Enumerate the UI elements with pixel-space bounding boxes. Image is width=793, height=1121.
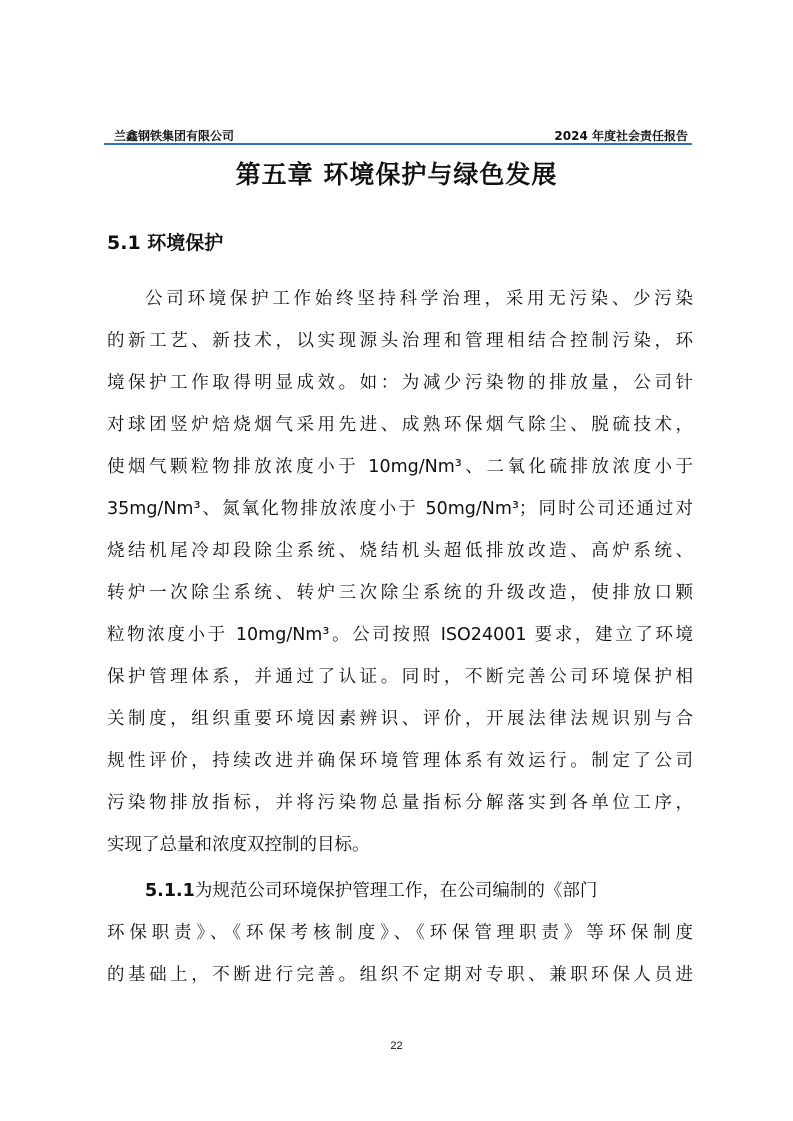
paragraph-first-line-text: 为规范公司环境保护管理工作，在公司编制的《部门 xyxy=(194,881,598,901)
header-company-name: 兰鑫钢铁集团有限公司 xyxy=(114,129,235,143)
header-divider xyxy=(104,143,692,145)
paragraph-line: 保护管理体系，并通过了认证。同时，不断完善公司环境保护相 xyxy=(107,667,693,687)
section-title: 5.1 环境保护 xyxy=(107,232,224,254)
paragraph-line: 转炉一次除尘系统、转炉三次除尘系统的升级改造，使排放口颗 xyxy=(107,583,693,603)
paragraph-line: 污染物排放指标，并将污染物总量指标分解落实到各单位工序， xyxy=(107,793,693,813)
paragraph-line: 对球团竖炉焙烧烟气采用先进、成熟环保烟气除尘、脱硫技术， xyxy=(107,415,693,435)
paragraph-line: 烧结机尾冷却段除尘系统、烧结机头超低排放改造、高炉系统、 xyxy=(107,541,693,561)
paragraph-line: 粒物浓度小于 10mg/Nm³。公司按照 ISO24001 要求，建立了环境 xyxy=(107,625,693,645)
clause-number: 5.1.1 xyxy=(145,881,195,901)
page-header xyxy=(104,124,692,144)
paragraph-line: 关制度，组织重要环境因素辨识、评价，开展法律法规识别与合 xyxy=(107,709,693,729)
paragraph-line: 的新工艺、新技术，以实现源头治理和管理相结合控制污染，环 xyxy=(107,331,693,351)
paragraph-line: 境保护工作取得明显成效。如：为减少污染物的排放量，公司针 xyxy=(107,373,693,393)
paragraph-line: 规性评价，持续改进并确保环境管理体系有效运行。制定了公司 xyxy=(107,751,693,771)
paragraph-line: 实现了总量和浓度双控制的目标。 xyxy=(107,835,370,855)
page-number: 22 xyxy=(390,1040,403,1052)
paragraph-first-line xyxy=(145,877,693,905)
paragraph-line: 的基础上，不断进行完善。组织不定期对专职、兼职环保人员进 xyxy=(107,965,693,985)
paragraph-line: 公司环境保护工作始终坚持科学治理，采用无污染、少污染 xyxy=(145,289,693,309)
header-report-title: 2024 年度社会责任报告 xyxy=(554,129,688,143)
paragraph-line: 环保职责》、《环保考核制度》、《环保管理职责》等环保制度 xyxy=(107,923,693,943)
paragraph-line: 使烟气颗粒物排放浓度小于 10mg/Nm³、二氧化硫排放浓度小于 xyxy=(107,457,693,477)
paragraph-line: 35mg/Nm³、氮氧化物排放浓度小于 50mg/Nm³；同时公司还通过对 xyxy=(107,499,693,519)
chapter-title: 第五章 环境保护与绿色发展 xyxy=(235,160,558,189)
